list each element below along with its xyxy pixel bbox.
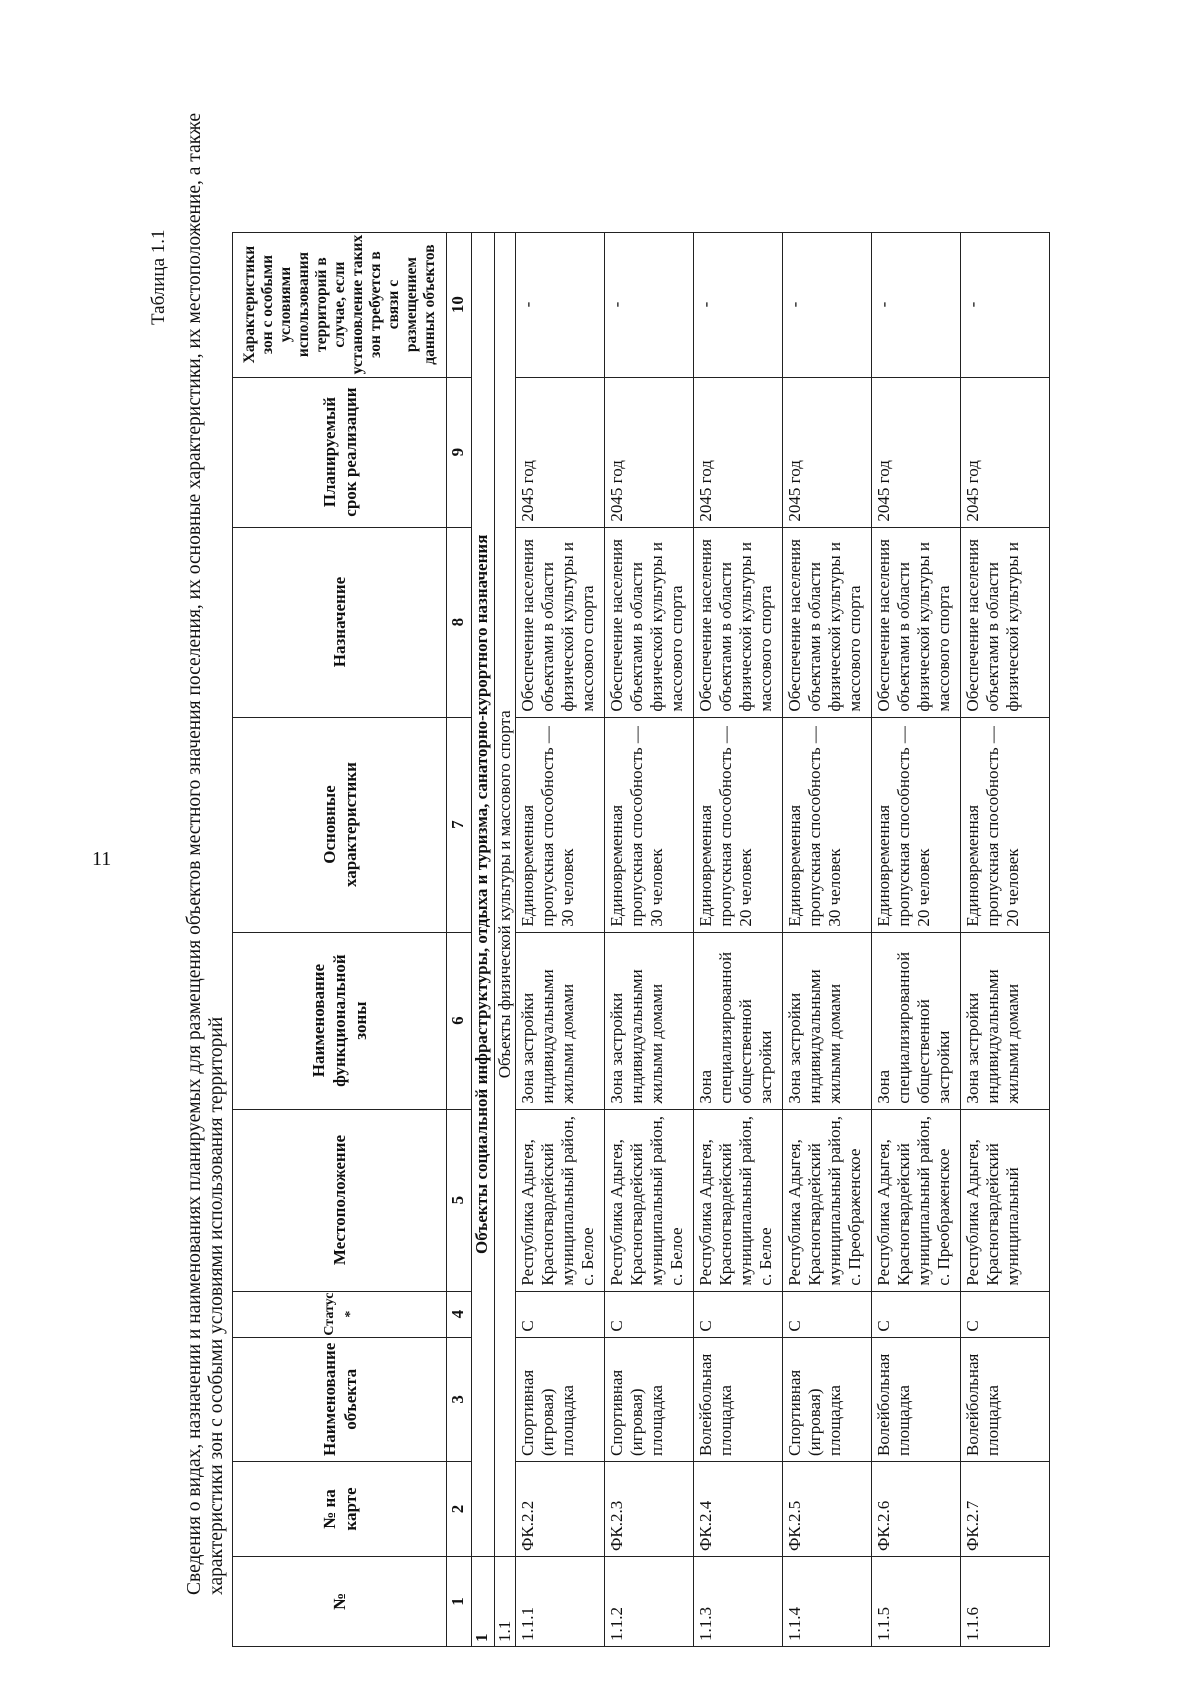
cell-object-name: Спортивная (игровая) площадка — [516, 1337, 605, 1461]
cell-purpose: Обеспечение населения объектами в области физической культуры и массового спорта — [516, 527, 605, 717]
cell-number: 1.1.2 — [605, 1557, 694, 1647]
header-cell: Наименование функциональной зоны — [233, 932, 447, 1109]
column-number: 4 — [447, 1291, 472, 1337]
cell-map-id: ФК.2.5 — [783, 1462, 872, 1557]
header-cell: № — [233, 1557, 447, 1647]
subsection-title: Объекты физической культуры и массового спорта — [495, 232, 516, 1556]
cell-object-name: Волейбольная площадка — [961, 1337, 1050, 1461]
cell-map-id: ФК.2.4 — [694, 1462, 783, 1557]
cell-object-name: Волейбольная площадка — [872, 1337, 961, 1461]
cell-zone: Зона застройки индивидуальными жилыми домами — [783, 932, 872, 1109]
cell-map-id: ФК.2.3 — [605, 1462, 694, 1557]
cell-number: 1.1.1 — [516, 1557, 605, 1647]
cell-term: 2045 год — [605, 377, 694, 527]
cell-location: Республика Адыгея, Красногвардейский муниципальный район, с. Белое — [605, 1109, 694, 1291]
column-number: 6 — [447, 932, 472, 1109]
table-title: Сведения о видах, назначении и наименованиях планируемых для размещения объектов местного значения поселения, их основные характеристики, их местоположение, а также характеристики зон с особыми условиями использования территорий — [184, 112, 227, 1595]
cell-map-id: ФК.2.2 — [516, 1462, 605, 1557]
column-number: 3 — [447, 1337, 472, 1461]
header-cell: № на карте — [233, 1462, 447, 1557]
cell-purpose: Обеспечение населения объектами в области физической культуры и — [961, 527, 1050, 717]
header-cell: Основные характеристики — [233, 717, 447, 932]
column-number: 9 — [447, 377, 472, 527]
cell-zone-characteristics: - — [961, 232, 1050, 377]
header-cell: Статус * — [233, 1291, 447, 1337]
cell-status: С — [605, 1291, 694, 1337]
column-number-row — [447, 232, 472, 1646]
cell-characteristics: Единовременная пропускная способность — 30 человек — [605, 717, 694, 932]
cell-zone-characteristics: - — [783, 232, 872, 377]
column-number: 5 — [447, 1109, 472, 1291]
cell-term: 2045 год — [961, 377, 1050, 527]
cell-location: Республика Адыгея, Красногвардейский муниципальный — [961, 1109, 1050, 1291]
cell-characteristics: Единовременная пропускная способность — 20 человек — [872, 717, 961, 932]
cell-zone: Зона специализированной общественной застройки — [694, 932, 783, 1109]
cell-number: 1.1.5 — [872, 1557, 961, 1647]
cell-characteristics: Единовременная пропускная способность — 20 человек — [694, 717, 783, 932]
cell-location: Республика Адыгея, Красногвардейский муниципальный район, с. Преображенское — [783, 1109, 872, 1291]
cell-zone-characteristics: - — [605, 232, 694, 377]
cell-object-name: Волейбольная площадка — [694, 1337, 783, 1461]
cell-zone: Зона застройки индивидуальными жилыми домами — [516, 932, 605, 1109]
cell-zone-characteristics: - — [694, 232, 783, 377]
cell-characteristics: Единовременная пропускная способность — 20 человек — [961, 717, 1050, 932]
cell-purpose: Обеспечение населения объектами в области физической культуры и массового спорта — [694, 527, 783, 717]
cell-zone: Зона специализированной общественной застройки — [872, 932, 961, 1109]
table-container — [232, 232, 1050, 1647]
cell-map-id: ФК.2.6 — [872, 1462, 961, 1557]
page-number: 11 — [92, 848, 112, 870]
cell-term: 2045 год — [783, 377, 872, 527]
column-number: 1 — [447, 1557, 472, 1647]
cell-zone-characteristics: - — [516, 232, 605, 377]
section-title: Объекты социальной инфраструктуры, отдыха и туризма, санаторно-курортного назначения — [472, 232, 495, 1556]
cell-location: Республика Адыгея, Красногвардейский муниципальный район, с. Белое — [694, 1109, 783, 1291]
table-row — [694, 232, 783, 1646]
cell-object-name: Спортивная (игровая) площадка — [605, 1337, 694, 1461]
cell-number: 1.1.3 — [694, 1557, 783, 1647]
subsection-number: 1.1 — [495, 1557, 516, 1647]
header-cell: Наименование объекта — [233, 1337, 447, 1461]
subsection-row — [495, 232, 516, 1646]
cell-status: С — [783, 1291, 872, 1337]
cell-term: 2045 год — [694, 377, 783, 527]
cell-characteristics: Единовременная пропускная способность — 30 человек — [783, 717, 872, 932]
cell-status: С — [872, 1291, 961, 1337]
cell-status: С — [961, 1291, 1050, 1337]
cell-term: 2045 год — [872, 377, 961, 527]
header-cell: Назначение — [233, 527, 447, 717]
cell-number: 1.1.4 — [783, 1557, 872, 1647]
column-number: 10 — [447, 232, 472, 377]
header-row — [233, 232, 447, 1646]
section-number: 1 — [472, 1557, 495, 1647]
header-cell: Планируемый срок реализации — [233, 377, 447, 527]
cell-term: 2045 год — [516, 377, 605, 527]
table-row — [783, 232, 872, 1646]
table-row — [872, 232, 961, 1646]
cell-zone: Зона застройки индивидуальными жилыми домами — [605, 932, 694, 1109]
cell-map-id: ФК.2.7 — [961, 1462, 1050, 1557]
cell-purpose: Обеспечение населения объектами в области физической культуры и массового спорта — [783, 527, 872, 717]
cell-purpose: Обеспечение населения объектами в области физической культуры и массового спорта — [872, 527, 961, 717]
column-number: 7 — [447, 717, 472, 932]
column-number: 2 — [447, 1462, 472, 1557]
table-caption: Таблица 1.1 — [148, 229, 169, 325]
cell-zone-characteristics: - — [872, 232, 961, 377]
objects-table — [232, 232, 1050, 1647]
cell-status: С — [516, 1291, 605, 1337]
column-number: 8 — [447, 527, 472, 717]
header-cell: Характеристики зон с особыми условиями использования территорий в случае, если установление таких зон требуется в связи с размещением данных объектов — [233, 232, 447, 377]
cell-number: 1.1.6 — [961, 1557, 1050, 1647]
cell-location: Республика Адыгея, Красногвардейский муниципальный район, с. Белое — [516, 1109, 605, 1291]
cell-characteristics: Единовременная пропускная способность — 30 человек — [516, 717, 605, 932]
header-cell: Местоположение — [233, 1109, 447, 1291]
section-row — [472, 232, 495, 1646]
cell-object-name: Спортивная (игровая) площадка — [783, 1337, 872, 1461]
cell-status: С — [694, 1291, 783, 1337]
table-row — [961, 232, 1050, 1646]
cell-purpose: Обеспечение населения объектами в области физической культуры и массового спорта — [605, 527, 694, 717]
table-row — [516, 232, 605, 1646]
table-row — [605, 232, 694, 1646]
cell-location: Республика Адыгея, Красногвардейский муниципальный район, с. Преображенское — [872, 1109, 961, 1291]
cell-zone: Зона застройки индивидуальными жилыми домами — [961, 932, 1050, 1109]
